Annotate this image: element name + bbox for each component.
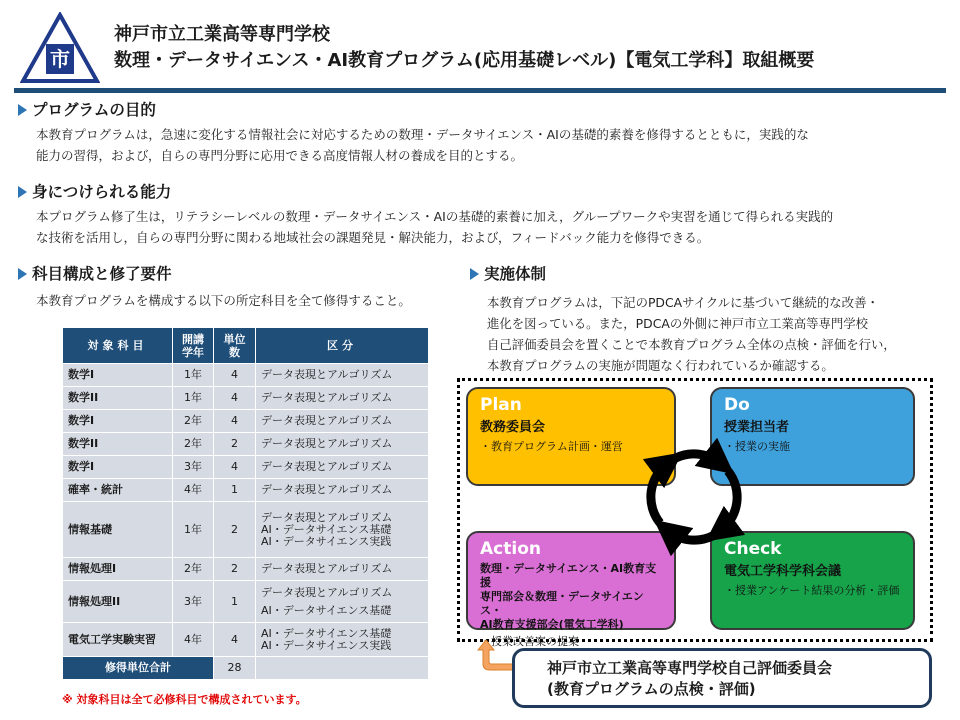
check-org: 電気工学科学科会議 xyxy=(724,564,842,579)
table-row: 情報処理I 2年 2 データ表現とアルゴリズム xyxy=(63,558,429,581)
purpose-text-line2: 能力の習得，および，自らの専門分野に応用できる高度情報人材の養成を目的とする。 xyxy=(36,148,524,163)
action-org: 数理・データサイエンス・AI教育支援 専門部会＆数理・データサイエンス・ AI教育支援部会(電気工学科) xyxy=(480,562,657,631)
header-divider xyxy=(14,88,946,93)
evaluation-line1: 神戸市立工業高等専門学校自己評価委員会 xyxy=(547,659,833,677)
table-row: 数学I 1年 4 データ表現とアルゴリズム xyxy=(63,364,429,387)
impl-text-line4: 本教育プログラムの実施が問題なく行われているか確認する。 xyxy=(487,358,834,373)
table-row: 情報基礎 1年 2 データ表現とアルゴリズム AI・データサイエンス基礎 AI・データサイエンス実践 xyxy=(63,502,429,558)
check-title: Check xyxy=(724,539,782,559)
implementation-heading xyxy=(470,264,546,284)
evaluation-line2: (教育プログラムの点検・評価) xyxy=(547,680,756,698)
table-row: 電気工学実験実習 4年 4 AI・データサイエンス基礎 AI・データサイエンス実践 xyxy=(63,623,429,657)
action-title: Action xyxy=(480,539,541,559)
table-row: 数学I 2年 4 データ表現とアルゴリズム xyxy=(63,410,429,433)
plan-org: 教務委員会 xyxy=(480,420,546,435)
purpose-heading xyxy=(18,100,156,120)
triangle-bullet-icon xyxy=(18,268,27,280)
abilities-text-line1: 本プログラム修了生は，リテラシーレベルの数理・データサイエンス・AIの基礎的素養に加え，グループワークや実習を通じて得られる実践的 xyxy=(36,209,834,224)
triangle-bullet-icon xyxy=(470,268,479,280)
evaluation-committee-box xyxy=(512,648,932,708)
impl-text-line1: 本教育プログラムは，下記のPDCAサイクルに基づいて継続的な改善・ xyxy=(487,295,879,310)
col-subject: 対象科目 xyxy=(63,328,173,364)
table-row: 数学II 1年 4 データ表現とアルゴリズム xyxy=(63,387,429,410)
do-org: 授業担当者 xyxy=(724,420,790,435)
school-logo xyxy=(20,12,100,84)
purpose-heading-text: プログラムの目的 xyxy=(32,101,156,119)
table-row: 情報処理II 3年 1 データ表現とアルゴリズム AI・データサイエンス基礎 xyxy=(63,581,429,623)
do-title: Do xyxy=(724,395,750,415)
course-table xyxy=(62,327,429,680)
pdca-cycle-arrows-icon xyxy=(634,437,754,557)
col-year: 開講 学年 xyxy=(173,328,214,364)
impl-text-line3: 自己評価委員会を置くことで本教育プログラム全体の点検・評価を行い， xyxy=(487,337,896,352)
courses-intro: 本教育プログラムを構成する以下の所定科目を全て修得すること。 xyxy=(36,293,411,308)
school-name: 神戸市立工業高等専門学校 xyxy=(114,24,330,45)
impl-text-line2: 進化を図っている。また，PDCAの外側に神戸市立工業高等専門学校 xyxy=(487,316,869,331)
abilities-heading xyxy=(18,182,171,202)
check-desc: ・授業アンケート結果の分析・評価 xyxy=(724,584,900,597)
action-desc: ・授業改善案の提案 xyxy=(480,635,579,648)
abilities-text-line2: な技術を活用し，自らの専門分野に関わる地域社会の課題発見・解決能力，および，フィードバック能力を修得できる。 xyxy=(36,230,710,245)
table-row: 確率・統計 4年 1 データ表現とアルゴリズム xyxy=(63,479,429,502)
do-desc: ・授業の実施 xyxy=(724,440,790,453)
return-arrow-icon xyxy=(474,636,516,676)
col-credits: 単位 数 xyxy=(214,328,256,364)
logo-text: 市 xyxy=(50,47,70,71)
table-row: 数学I 3年 4 データ表現とアルゴリズム xyxy=(63,456,429,479)
plan-desc: ・教育プログラム計画・運営 xyxy=(480,440,623,453)
courses-heading xyxy=(18,264,172,284)
courses-heading-text: 科目構成と修了要件 xyxy=(32,265,172,283)
abilities-heading-text: 身につけられる能力 xyxy=(32,183,172,201)
triangle-bullet-icon xyxy=(18,104,27,116)
implementation-heading-text: 実施体制 xyxy=(484,265,547,283)
table-total-row: 修得単位合計 28 xyxy=(63,657,429,680)
plan-title: Plan xyxy=(480,395,522,415)
col-category: 区分 xyxy=(256,328,429,364)
course-note: ※ 対象科目は全て必修科目で構成されています。 xyxy=(62,693,307,706)
purpose-text-line1: 本教育プログラムは，急速に変化する情報社会に対応するための数理・データサイエンス・AIの基礎的素養を修得するとともに，実践的な xyxy=(36,127,809,142)
table-header-row xyxy=(63,328,429,364)
table-row: 数学II 2年 2 データ表現とアルゴリズム xyxy=(63,433,429,456)
page-title: 数理・データサイエンス・AI教育プログラム(応用基礎レベル)【電気工学科】取組概要 xyxy=(114,50,815,71)
triangle-bullet-icon xyxy=(18,186,27,198)
